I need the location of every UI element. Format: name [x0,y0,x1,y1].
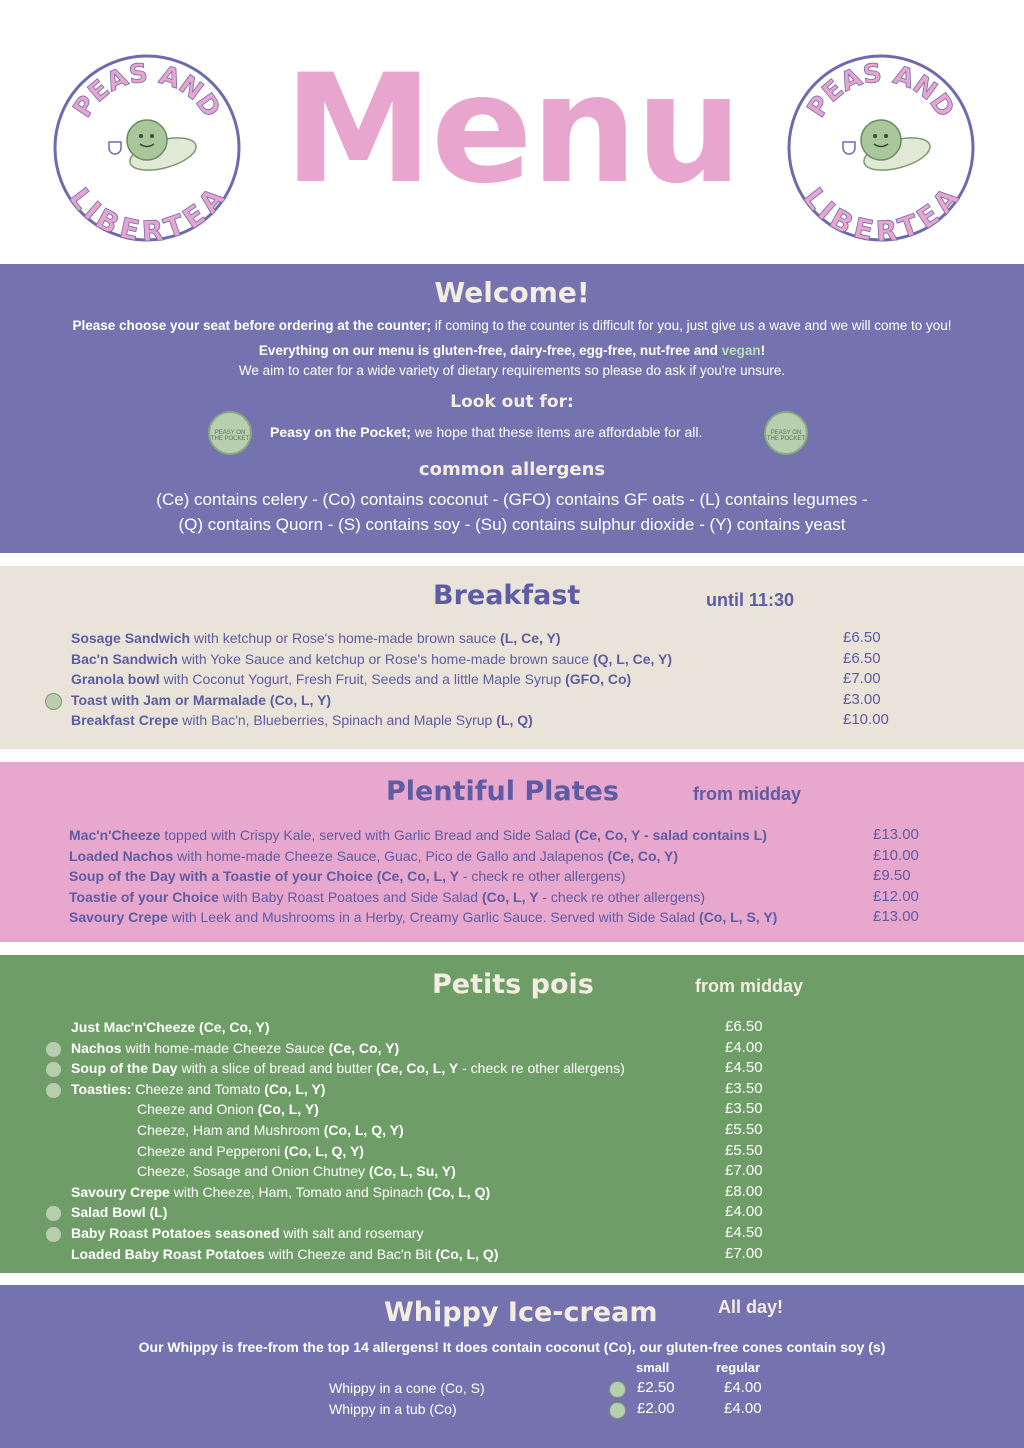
menu-item-price: £9.50 [873,867,911,885]
welcome-line-2 [0,343,1024,358]
menu-item [71,1060,625,1076]
menu-item-desc: with Coconut Yogurt, Fresh Fruit, Seeds and a little Maple Syrup [159,671,566,688]
menu-item-desc: with Baby Roast Poatoes and Side Salad [218,888,482,905]
peasy-badge-icon [45,1205,62,1222]
menu-item-allergens: (GFO, Co) [565,671,632,688]
peasy-badge-icon: PEASY ON THE POCKET [208,411,252,455]
menu-item [69,848,678,864]
menu-item-allergens: (Co, L, Y) [257,1101,319,1118]
menu-item-price: £10.00 [873,846,919,864]
svg-text:PEAS AND: PEAS AND [67,58,227,124]
menu-item-allergens: (Ce, Co, L, Y [376,868,459,885]
menu-item-desc: Cheeze, Sosage and Onion Chutney [137,1163,369,1180]
pois-title: Petits pois [432,969,594,1000]
menu-item-name: Just Mac'n'Cheeze [71,1019,196,1035]
menu-item-name: Salad Bowl [71,1204,146,1221]
menu-item-name: Loaded Baby Roast Potatoes [71,1245,265,1262]
pois-section [0,955,1024,1273]
peasy-rest: we hope that these items are affordable for all. [410,424,703,440]
menu-item-desc: Cheeze and Tomato [131,1080,265,1097]
menu-item-allergens: (Ce, Co, Y) [328,1039,400,1056]
menu-item-desc: topped with Crispy Kale, served with Garlic Bread and Side Salad [160,827,575,843]
menu-item-desc: with Leek and Mushrooms in a Herby, Creamy Garlic Sauce. Served with Side Salad [167,909,700,926]
svg-text:LIBERTEA: LIBERTEA [62,181,232,244]
menu-item-allergens: (Co, L, Y) [264,1080,326,1097]
menu-item-price: £4.00 [725,1203,763,1221]
menu-item-name: Soup of the Day [71,1060,178,1077]
menu-item-desc: - check re other allergens) [538,888,705,905]
peas-and-libertea-logo [51,52,243,244]
svg-text:PEAS AND: PEAS AND [801,58,961,124]
menu-item-name: Mac'n'Cheeze [69,827,161,843]
peasy-badge-icon [45,693,62,710]
menu-item-allergens: (L, Ce, Y) [500,630,561,646]
menu-item-price: £4.50 [725,1059,763,1077]
menu-item-name: Toastie of your Choice [69,888,219,905]
menu-item-price: £5.50 [725,1141,763,1159]
menu-item-price: £3.00 [843,690,881,708]
welcome-title: Welcome! [434,276,590,309]
menu-item-allergens: (Ce, Co, Y) [199,1019,270,1035]
menu-item-desc: with Yoke Sauce and ketchup or Rose's home-made brown sauce [177,650,593,667]
whippy-small-price: £2.00 [637,1399,675,1417]
menu-item [71,671,631,687]
menu-item-allergens: (Co, L, Y) [269,691,332,708]
menu-item-desc: - check re other allergens) [458,1060,625,1077]
menu-item-desc: with Cheeze, Ham, Tomato and Spinach [169,1183,428,1200]
menu-item [71,1081,325,1097]
breakfast-section [0,566,1024,749]
breakfast-note: until 11:30 [706,590,795,610]
allergens-line-1: (Ce) contains celery - (Co) contains coconut - (GFO) contains GF oats - (L) contains legumes - [156,490,868,509]
menu-item [71,1204,167,1220]
menu-item [71,1040,399,1056]
menu-item [137,1163,456,1179]
menu-item-allergens: (L) [149,1204,168,1221]
welcome-line-1-bold: Please choose your seat before ordering at the counter; [72,318,432,333]
whippy-col-small: small [636,1360,670,1375]
menu-title: Menu [283,43,741,217]
menu-item-price: £6.50 [843,629,881,646]
peas-and-libertea-logo [785,52,977,244]
menu-item-allergens: (Ce, Co, L, Y [376,1060,459,1077]
welcome-section [0,264,1024,553]
svg-text:LIBERTEA: LIBERTEA [796,181,966,244]
menu-item [71,712,533,728]
allergens-title: common allergens [418,459,606,480]
menu-item [137,1101,319,1117]
menu-item-name: Toasties: [71,1080,132,1097]
menu-item-allergens: (L, Q) [496,712,533,729]
menu-item [69,868,626,884]
menu-item-price: £7.00 [725,1162,763,1180]
menu-item-price: £6.50 [725,1018,763,1035]
welcome-line-1-rest: if coming to the counter is difficult for you, just give us a wave and we will come to you! [431,318,952,333]
peasy-badge-icon [609,1381,626,1398]
menu-item-price: £6.50 [843,649,881,667]
menu-item-name: Baby Roast Potatoes seasoned [71,1225,280,1241]
peasy-bold: Peasy on the Pocket; [270,424,411,440]
peasy-badge-icon [45,1226,62,1243]
menu-item [71,1019,270,1035]
menu-item [71,692,331,708]
whippy-item: Whippy in a tub (Co) [329,1400,457,1417]
welcome-line-2-end: ! [760,343,766,358]
whippy-intro: Our Whippy is free-from the top 14 allergens! It does contain coconut (Co), our gluten-free cones contain soy (s) [138,1339,886,1355]
menu-item [137,1122,404,1138]
menu-item-name: Nachos [71,1039,122,1056]
welcome-line-2-bold: Everything on our menu is gluten-free, dairy-free, egg-free, nut-free and [258,343,722,358]
menu-item-name: Loaded Nachos [69,847,174,864]
menu-item-name: Granola bowl [71,671,160,688]
menu-item [71,630,561,646]
menu-item [71,651,672,667]
menu-item-price: £10.00 [843,711,889,729]
menu-item-name: Toast with Jam or Marmalade [71,691,267,708]
peasy-badge-icon [45,1061,62,1078]
menu-item [71,1246,498,1262]
menu-item-desc: Cheeze, Ham and Mushroom [137,1122,324,1138]
vegan-word: vegan [721,343,761,358]
menu-item-price: £3.50 [725,1079,763,1097]
peasy-badge-icon [609,1402,626,1419]
menu-item-desc: with Cheeze and Bac'n Bit [264,1245,436,1262]
menu-item-name: Breakfast Crepe [71,712,179,729]
menu-item-price: £7.00 [843,670,881,688]
menu-item-name: Bac'n Sandwich [71,650,178,667]
menu-item-allergens: (Co, L, Y [481,888,539,905]
welcome-line-1 [0,318,1024,333]
menu-item-allergens: (Co, L, Q) [427,1183,491,1200]
menu-item-desc: with a slice of bread and butter [177,1060,377,1077]
plates-section [0,762,1024,942]
menu-item-price: £8.00 [725,1182,763,1200]
menu-item-price: £3.50 [725,1100,763,1118]
menu-item-price: £5.50 [725,1121,763,1138]
whippy-section [0,1285,1024,1448]
menu-item-allergens: (Ce, Co, Y - salad contains L) [574,827,767,843]
whippy-col-regular: regular [716,1360,761,1375]
peasy-badge-icon: PEASY ON THE POCKET [764,411,808,455]
menu-item-name: Savoury Crepe [71,1183,170,1200]
menu-item-allergens: (Co, L, S, Y) [699,909,778,926]
lookout-title: Look out for: [450,392,574,412]
menu-item-desc: with ketchup or Rose's home-made brown sauce [190,630,501,646]
menu-item-desc: with home-made Cheeze Sauce [121,1039,329,1056]
menu-item [69,889,705,905]
peasy-badge-icon [45,1082,62,1099]
breakfast-title: Breakfast [433,580,581,611]
menu-item-allergens: (Co, L, Q, Y) [323,1122,404,1138]
menu-item [69,909,777,925]
menu-item-allergens: (Co, L, Q, Y) [284,1142,364,1159]
menu-item-allergens: (Co, L, Su, Y) [368,1163,456,1180]
menu-item [71,1225,423,1241]
menu-item-price: £7.00 [725,1244,763,1262]
menu-item-desc: Cheeze and Onion [137,1101,258,1118]
menu-item-price: £13.00 [873,908,919,926]
whippy-regular-price: £4.00 [724,1399,762,1417]
menu-item-desc: Cheeze and Pepperoni [137,1142,285,1159]
whippy-small-price: £2.50 [637,1379,675,1396]
plates-note: from midday [693,784,802,804]
menu-item-price: £4.00 [725,1038,763,1056]
menu-item-price: £12.00 [873,887,919,905]
menu-item-allergens: (Ce, Co, Y) [607,847,679,864]
menu-item-desc: with Bac'n, Blueberries, Spinach and Maple Syrup [178,712,497,729]
menu-item-desc: - check re other allergens) [458,868,626,885]
menu-item-name: Savoury Crepe [69,909,168,926]
whippy-regular-price: £4.00 [724,1379,762,1396]
menu-item [71,1184,490,1200]
header [0,0,1024,262]
plates-title: Plentiful Plates [386,776,619,807]
menu-item-desc: with home-made Cheeze Sauce, Guac, Pico de Gallo and Jalapenos [173,847,608,864]
allergens-line-2: (Q) contains Quorn - (S) contains soy - (Su) contains sulphur dioxide - (Y) contains yeast [178,515,846,534]
welcome-line-3: We aim to cater for a wide variety of dietary requirements so please do ask if you're unsure. [238,363,786,378]
menu-item-allergens: (Co, L, Q) [435,1245,499,1262]
pois-note: from midday [695,976,804,996]
menu-item-name: Sosage Sandwich [71,630,191,646]
whippy-note: All day! [718,1297,784,1317]
menu-item [69,827,767,843]
menu-item-allergens: (Q, L, Ce, Y) [592,650,673,667]
menu-item [137,1143,364,1159]
whippy-item: Whippy in a cone (Co, S) [329,1380,485,1396]
peasy-line [270,424,702,440]
menu-item-price: £4.50 [725,1224,763,1241]
menu-item-desc: with salt and rosemary [279,1225,424,1241]
menu-item-name: Soup of the Day with a Toastie of your Choice [69,868,373,885]
peasy-badge-icon [45,1041,62,1058]
whippy-title: Whippy Ice-cream [384,1297,658,1328]
menu-item-price: £13.00 [873,826,919,843]
